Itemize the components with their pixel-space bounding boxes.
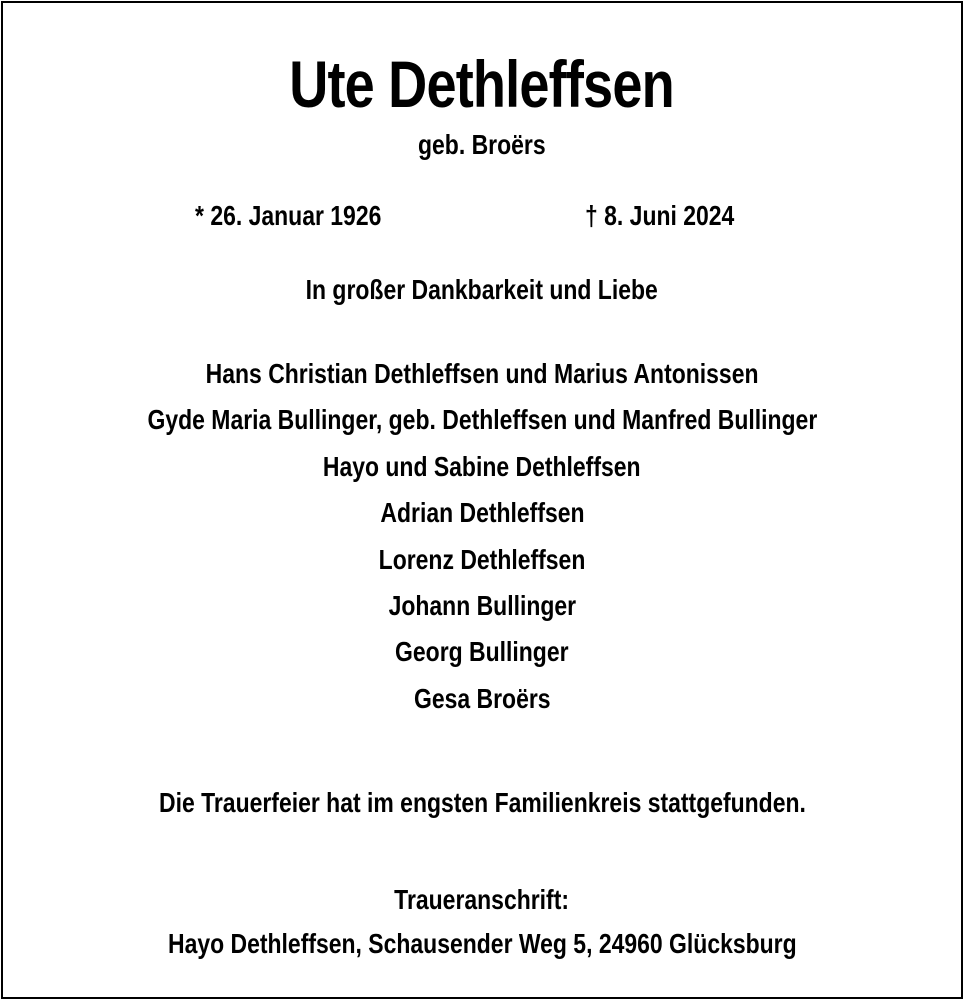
- mourner-item: [3, 450, 961, 496]
- address-line: [3, 927, 961, 961]
- death-date-text: † 8. Juni 2024: [585, 200, 735, 231]
- address-label: Traueranschrift:: [394, 884, 570, 915]
- address-text: Hayo Dethleffsen, Schausender Weg 5, 24960 Glücksburg: [167, 928, 797, 959]
- mourner-name: Adrian Dethleffsen: [379, 497, 585, 529]
- birth-date: [195, 199, 422, 233]
- mourner-item: [3, 682, 961, 728]
- mourner-name: Georg Bullinger: [395, 636, 569, 668]
- mourner-name: Johann Bullinger: [388, 589, 576, 621]
- mourner-item: [3, 543, 961, 589]
- mourner-item: [3, 635, 961, 681]
- mourner-name: Lorenz Dethleffsen: [378, 543, 586, 575]
- mourner-name: Gyde Maria Bullinger, geb. Dethleffsen und Manfred Bullinger: [147, 404, 817, 436]
- mourner-item: [3, 403, 961, 449]
- mourner-name: Hayo und Sabine Dethleffsen: [323, 450, 641, 482]
- deceased-name-line: [3, 41, 961, 127]
- mourner-item: [3, 496, 961, 542]
- obituary-notice: [1, 1, 963, 999]
- mourner-item: [3, 357, 961, 403]
- funeral-note: Die Trauerfeier hat im engsten Familienkreis stattgefunden.: [158, 787, 806, 818]
- address-label-line: [3, 883, 961, 917]
- mourner-name: Hans Christian Dethleffsen und Marius Antonissen: [205, 358, 759, 389]
- mourner-name: Gesa Broërs: [413, 682, 551, 714]
- death-date: [585, 199, 767, 233]
- life-dates: [3, 199, 961, 233]
- dedication-line: [3, 273, 961, 307]
- mourner-item: [3, 589, 961, 635]
- deceased-name: Ute Dethleffsen: [289, 47, 675, 121]
- maiden-name: geb. Broërs: [418, 129, 546, 160]
- dedication-text: In großer Dankbarkeit und Liebe: [305, 274, 659, 305]
- maiden-name-line: [3, 128, 961, 162]
- mourners-list: [3, 357, 961, 728]
- funeral-note-line: [3, 786, 961, 820]
- birth-date-text: * 26. Januar 1926: [195, 200, 382, 231]
